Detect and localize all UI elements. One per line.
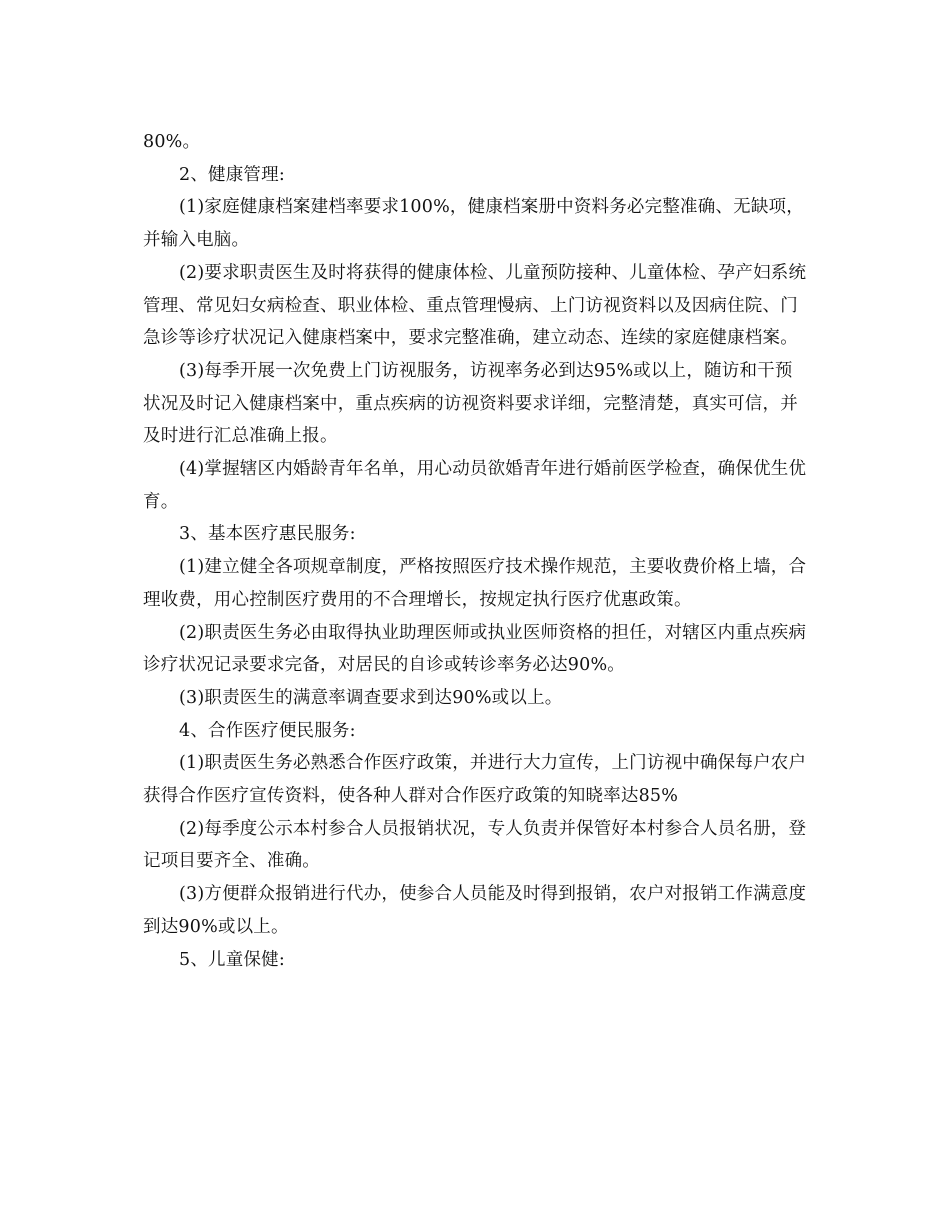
section-heading-cooperative-medical: 4、合作医疗便民服务: <box>179 720 356 741</box>
health-item-4: (4)掌握辖区内婚龄青年名单，用心动员欲婚青年进行婚前医学检查，确保优生优育。 <box>143 459 807 512</box>
health-item-2: (2)要求职责医生及时将获得的健康体检、儿童预防接种、儿童体检、孕产妇系统管理、常见妇女病检查、职业体检、重点管理慢病、上门访视资料以及因病住院、门急诊等诊疗状况记入健康档案中，要求完整准确，建立动态、连续的家庭健康档案。 <box>143 262 807 349</box>
cooperative-item-3: (3)方便群众报销进行代办，使参合人员能及时得到报销，农户对报销工作满意度到达90%或以上。 <box>143 884 807 937</box>
section-heading-health-management: 2、健康管理: <box>179 164 285 185</box>
medical-item-2: (2)职责医生务必由取得执业助理医师或执业医师资格的担任，对辖区内重点疾病诊疗状况记录要求完备，对居民的自诊或转诊率务必达90%。 <box>143 622 807 676</box>
section-heading-basic-medical: 3、基本医疗惠民服务: <box>179 524 356 545</box>
medical-item-1: (1)建立健全各项规章制度，严格按照医疗技术操作规范，主要收费价格上墙，合理收费，用心控制医疗费用的不合理增长，按规定执行医疗优惠政策。 <box>143 557 807 610</box>
document-body <box>143 126 808 976</box>
health-item-1: (1)家庭健康档案建档率要求100%，健康档案册中资料务必完整准确、无缺项，并输入电脑。 <box>143 197 804 251</box>
medical-item-3: (3)职责医生的满意率调查要求到达90%或以上。 <box>179 687 563 708</box>
health-item-3: (3)每季开展一次免费上门访视服务，访视率务必到达95%或以上，随访和干预状况及时记入健康档案中，重点疾病的访视资料要求详细，完整清楚，真实可信，并及时进行汇总准确上报。 <box>143 360 798 447</box>
cooperative-item-1: (1)职责医生务必熟悉合作医疗政策，并进行大力宣传，上门访视中确保每户农户获得合作医疗宣传资料，使各种人群对合作医疗政策的知晓率达85% <box>143 753 807 807</box>
section-heading-child-health: 5、儿童保健: <box>179 949 285 970</box>
paragraph-continuation: 80%。 <box>143 132 201 152</box>
cooperative-item-2: (2)每季度公示本村参合人员报销状况，专人负责并保管好本村参合人员名册，登记项目要齐全、准确。 <box>143 818 807 872</box>
